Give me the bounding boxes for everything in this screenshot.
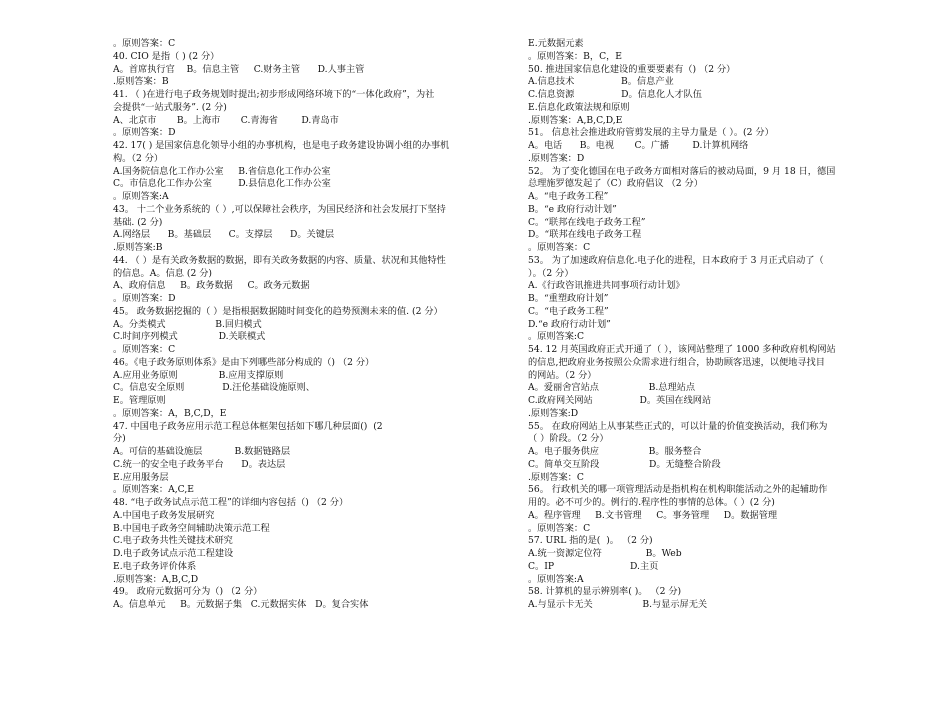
text-line: 。原则答案：D — [113, 293, 176, 304]
text-line: 基础. (2 分) — [113, 216, 163, 228]
text-line: B.中国电子政务空间辅助决策示范工程 — [113, 522, 270, 534]
text-line: E.信息化政策法规和原则 — [528, 101, 630, 113]
text-line: 56。 行政机关的哪一项管理活动是指机构在机构职能活动之外的起辅助作 — [528, 484, 828, 496]
text-line: 构。（2 分） — [113, 152, 164, 164]
text-line: C。IP D.主页 — [528, 560, 659, 572]
text-line: 53。 为了加速政府信息化.电子化的进程，日本政府于 3 月正式启动了（ — [528, 254, 824, 266]
text-line: 。原则答案：C — [528, 522, 591, 534]
text-line: 用的。必不可少的。例行的.程序性的事情的总体。（ ）(2 分) — [528, 497, 775, 508]
text-line: 。原则答案：C — [113, 344, 176, 355]
text-line: 58. 计算机的显示辨别率( )。 （2 分) — [528, 586, 682, 598]
text-line: A。电子服务供应 B。服务整合 — [528, 446, 702, 457]
text-line: A、北京市 B。上海市 C.青海省 D.青岛市 — [113, 114, 339, 126]
text-line: 的信息,把政府业务按照公众需求进行组合，协助顾客迅速，以便地寻找目 — [528, 356, 825, 368]
text-line: 。原则答案：D — [113, 127, 176, 139]
text-line: A.与显示卡无关 B.与显示屏无关 — [528, 599, 708, 610]
text-line: D。“联邦在线电子政务工程 — [528, 229, 642, 241]
text-line: （ ）阶段。（2 分） — [528, 433, 609, 445]
text-line: .原则答案：B — [113, 76, 169, 88]
text-line: 41. （ )在进行电子政务规划时提出;初步形成网络环境下的“一体化政府”，为社 — [113, 89, 435, 100]
text-line: 。原则答案:C — [528, 331, 585, 343]
text-line: .原则答案：D — [528, 152, 585, 164]
text-line: C。简单交互阶段 D。无缝整合阶段 — [528, 458, 721, 470]
text-line: A。“电子政务工程” — [528, 191, 609, 202]
text-line: A、政府信息 B。政务数据 C。政务元数据 — [113, 280, 310, 292]
text-line: 52。 为了变化德国在电子政务方面相对落后的被动局面，9 月 18 日，德国 — [528, 165, 836, 177]
text-line: 。原则答案:A — [528, 573, 584, 585]
text-line: 50. 推进国家信息化建设的重要要素有（) （2 分） — [528, 63, 736, 75]
text-line: 43。 十二个业务系统的（ ）,可以保障社会秩序，为国民经济和社会发展打下坚持 — [113, 203, 446, 215]
text-line: 的网站。（2 分） — [528, 369, 597, 381]
text-line: 的信息。A。信息 (2 分) — [113, 267, 212, 279]
text-line: A.网络层 B。基础层 C。支撑层 D。关键层 — [113, 229, 335, 241]
text-line: C。市信息化工作办公室 D.县信息化工作办公室 — [113, 178, 331, 190]
text-line: E.元数据元素 — [528, 38, 584, 49]
text-line: A.信息技术 B。信息产业 — [528, 76, 674, 88]
text-line: A。电话 B。电视 C。广播 D.计算机网络 — [528, 140, 749, 151]
text-line: B。“e 政府行动计划” — [528, 203, 617, 215]
text-line: A.《行政咨讯推进共同事项行动计划》 — [528, 280, 685, 292]
text-line: 44. （ ）是有关政务数据的数据，即有关政务数据的内容、质量、状况和其他特性 — [113, 254, 446, 266]
text-line: 。原则答案：C — [113, 38, 176, 49]
text-line: E.电子政务评价体系 — [113, 560, 197, 572]
text-line: A。分类模式 B.回归模式 — [113, 318, 262, 330]
text-line: D.“e 政府行动计划” — [528, 318, 611, 330]
text-line: ）。（2 分） — [528, 267, 574, 279]
text-line: C。信息安全原则 D.汪伦基础设施原则、 — [113, 382, 315, 394]
text-line: C.信息资源 D。信息化人才队伍 — [528, 89, 702, 100]
text-line: A.中国电子政务发展研究 — [113, 509, 215, 521]
text-line: 总理施罗德发起了（C）政府倡议 （2 分） — [528, 178, 703, 190]
text-line: A。可信的基础设施层 B.数据链路层 — [113, 446, 291, 457]
text-line: 42. 17( ) 是国家信息化领导小组的办事机构，也是电子政务建设协调小组的办事机 — [113, 140, 450, 151]
text-line: 55。 在政府网站上从事某些正式的，可以计量的价值变换活动，我们称为 — [528, 420, 828, 432]
text-line: 。原则答案：C — [528, 242, 591, 253]
text-line: C.统一的安全电子政务平台 D。表达层 — [113, 458, 286, 470]
text-line: .原则答案:B — [113, 242, 163, 253]
text-line: 47. 中国电子政务应用示范工程总体框架包括如下哪几种层面() (2 — [113, 420, 383, 432]
text-line: .原则答案：A,B,C,D,E — [528, 114, 623, 126]
text-line: 40. CIO 是指（ ) (2 分） — [113, 50, 220, 62]
text-line: 48. “电子政务试点示范工程”的详细内容包括（) （2 分） — [113, 497, 349, 508]
text-line: 54. 12 月英国政府正式开通了（ ），该网站整理了 1000 多种政府机构网站 — [528, 344, 836, 355]
text-line: 。原则答案：A，B,C,D，E — [113, 407, 227, 419]
text-line: C。“联邦在线电子政务工程” — [528, 216, 646, 228]
text-line: 会提供“一站式服务”. (2 分) — [113, 101, 227, 113]
text-line: A.应用业务原则 B.应用支撑原则 — [113, 369, 284, 381]
text-line: 51。 信息社会推进政府管剪发展的主导力量是（ ）。(2 分） — [528, 127, 774, 139]
text-line: B。“重塑政府计划” — [528, 293, 609, 304]
text-line: A。首席执行官 B。信息主管 C.财务主管 D.人事主管 — [113, 63, 365, 75]
text-line: 46。《电子政务原则体系》是由下列哪些部分构成的（) （2 分） — [113, 356, 375, 368]
left-column — [113, 38, 495, 612]
text-line: 49。 政府元数据可分为（) （2 分） — [113, 586, 263, 598]
text-line: A.统一资源定位符 B。Web — [528, 548, 682, 559]
text-line: 57. URL 指的是( )。 （2 分) — [528, 535, 653, 547]
text-line: C.电子政务共性关键技术研究 — [113, 535, 233, 547]
text-line: .原则答案：C — [528, 471, 584, 483]
text-line: 。原则答案:A — [113, 191, 169, 202]
right-column — [528, 38, 908, 612]
text-line: A。程序管理 B.文书管理 C。事务管理 D。数据管理 — [528, 509, 778, 521]
text-line: 分) — [113, 433, 126, 445]
text-line: D.电子政务试点示范工程建设 — [113, 548, 234, 559]
text-line: A。爱丽舍宫站点 B.总理站点 — [528, 382, 696, 394]
text-line: A。信息单元 B。元数据子集 C.元数据实体 D。复合实体 — [113, 599, 369, 610]
text-line: .原则答案:D — [528, 407, 579, 419]
text-line: C.政府网关网站 D。英国在线网站 — [528, 395, 712, 406]
text-line: 。原则答案：A,C,E — [113, 484, 195, 496]
text-line: A.国务院信息化工作办公室 B.省信息化工作办公室 — [113, 165, 331, 177]
text-line: 。原则答案：B，C，E — [528, 50, 622, 62]
text-line: E。管理原则 — [113, 395, 166, 406]
text-line: .原则答案：A,B,C,D — [113, 573, 199, 585]
text-line: E.应用服务层 — [113, 471, 169, 483]
text-line: 45。 政务数据挖掘的（ ）是指根据数据随时间变化的趋势预测未来的值. (2 分） — [113, 305, 443, 317]
text-line: C。“电子政务工程” — [528, 305, 609, 317]
text-line: C.时间序列模式 D.关联模式 — [113, 331, 266, 343]
